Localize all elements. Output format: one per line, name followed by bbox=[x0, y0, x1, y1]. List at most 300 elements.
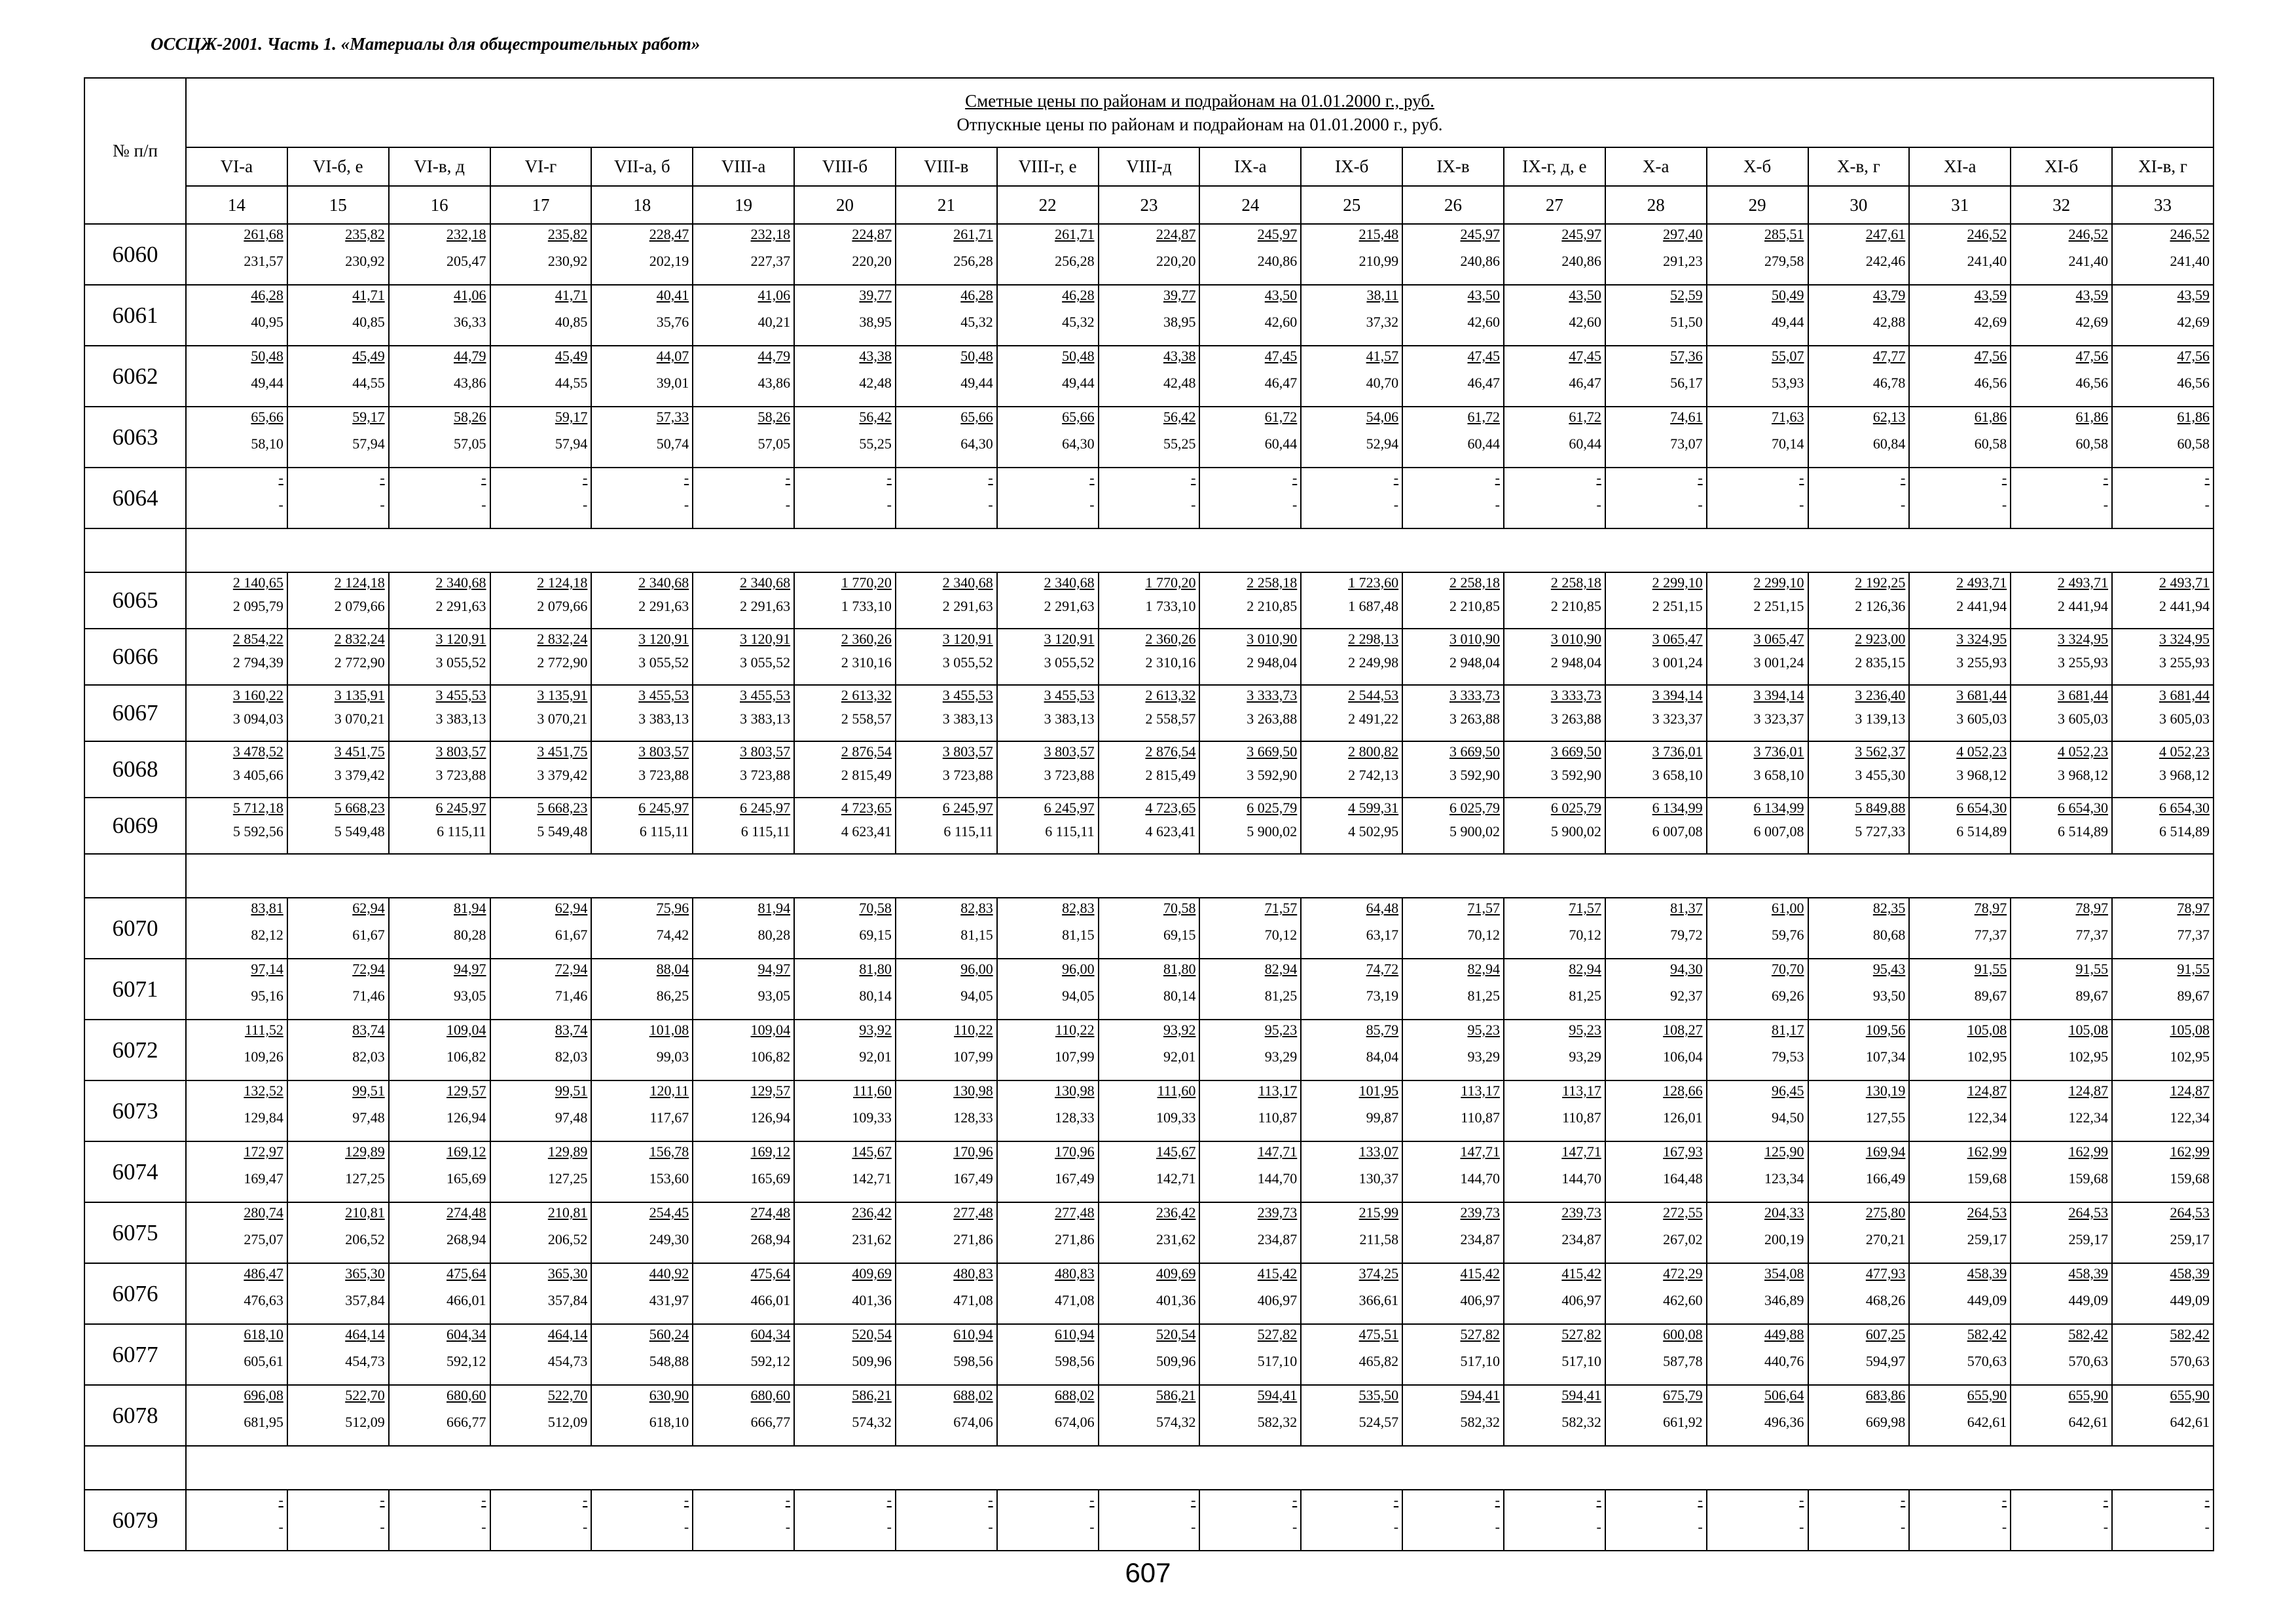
release-price: 240,86 bbox=[1561, 253, 1601, 269]
release-price: 598,56 bbox=[953, 1353, 993, 1369]
release-price: 605,61 bbox=[244, 1353, 283, 1369]
estimate-price: 3 455,53 bbox=[1044, 687, 1095, 703]
estimate-price: 3 681,44 bbox=[2159, 687, 2210, 703]
release-price: 454,73 bbox=[547, 1353, 588, 1369]
price-cell bbox=[591, 1490, 693, 1551]
price-cell bbox=[1808, 798, 1910, 854]
release-price: - bbox=[1596, 1519, 1601, 1535]
price-cell bbox=[1605, 959, 1707, 1020]
estimate-price: 3 160,22 bbox=[232, 687, 283, 703]
price-cell bbox=[1199, 1324, 1301, 1385]
estimate-price: 236,42 bbox=[852, 1204, 892, 1221]
price-cell bbox=[287, 741, 389, 798]
release-price: 3 255,93 bbox=[2159, 654, 2210, 671]
estimate-price: 3 803,57 bbox=[740, 743, 791, 760]
release-price: 2 491,22 bbox=[1348, 710, 1399, 727]
price-cell bbox=[1504, 346, 1605, 407]
price-cell bbox=[794, 1385, 896, 1446]
release-price: 80,68 bbox=[1872, 927, 1906, 943]
row-number: 6063 bbox=[84, 407, 186, 468]
price-cell bbox=[997, 1263, 1099, 1324]
estimate-price: 45,49 bbox=[555, 348, 588, 364]
estimate-price: 2 876,54 bbox=[841, 743, 892, 760]
estimate-price: 3 065,47 bbox=[1652, 631, 1703, 647]
estimate-price: 232,18 bbox=[446, 226, 486, 242]
price-cell bbox=[1707, 346, 1808, 407]
estimate-price: 688,02 bbox=[953, 1387, 993, 1403]
estimate-price: 604,34 bbox=[750, 1326, 791, 1342]
release-price: 80,28 bbox=[757, 927, 791, 943]
estimate-price: 3 803,57 bbox=[942, 743, 993, 760]
estimate-price: 81,94 bbox=[454, 900, 486, 916]
release-price: 109,33 bbox=[852, 1109, 892, 1126]
release-price: 70,12 bbox=[1467, 927, 1500, 943]
price-cell bbox=[1808, 1141, 1910, 1202]
price-cell bbox=[2011, 224, 2112, 285]
price-cell bbox=[1301, 959, 1402, 1020]
price-cell bbox=[591, 572, 693, 629]
num-header: № п/п bbox=[84, 78, 186, 224]
release-price: 406,97 bbox=[1460, 1292, 1500, 1308]
estimate-price: 610,94 bbox=[953, 1326, 993, 1342]
release-price: 5 727,33 bbox=[1855, 823, 1906, 840]
price-cell bbox=[693, 1020, 794, 1080]
estimate-price: 41,71 bbox=[352, 287, 385, 303]
estimate-price: 38,11 bbox=[1366, 287, 1399, 303]
release-price: - bbox=[2204, 1519, 2210, 1535]
release-price: 71,46 bbox=[555, 987, 588, 1004]
estimate-price: - bbox=[1191, 470, 1196, 486]
release-price: 80,14 bbox=[859, 987, 892, 1004]
release-price: 3 055,52 bbox=[740, 654, 791, 671]
estimate-price: 99,51 bbox=[352, 1082, 385, 1099]
estimate-price: 527,82 bbox=[1257, 1326, 1298, 1342]
estimate-price: - bbox=[1089, 470, 1095, 486]
price-cell bbox=[693, 346, 794, 407]
release-price: - bbox=[380, 496, 385, 513]
table-row bbox=[84, 407, 2214, 468]
release-price: 60,58 bbox=[2177, 435, 2210, 452]
estimate-price: 94,30 bbox=[1670, 961, 1703, 977]
estimate-price: - bbox=[481, 1492, 486, 1508]
price-cell bbox=[1707, 1263, 1808, 1324]
release-price: 406,97 bbox=[1257, 1292, 1298, 1308]
estimate-price: 522,70 bbox=[547, 1387, 588, 1403]
release-price: 40,95 bbox=[251, 314, 283, 330]
price-cell bbox=[997, 285, 1099, 346]
price-cell bbox=[1402, 1324, 1504, 1385]
price-cell bbox=[1707, 572, 1808, 629]
price-cell bbox=[186, 1141, 287, 1202]
estimate-price: - bbox=[785, 1492, 791, 1508]
estimate-price: 111,52 bbox=[244, 1022, 283, 1038]
release-price: 570,63 bbox=[2170, 1353, 2210, 1369]
release-price: 40,21 bbox=[757, 314, 791, 330]
estimate-price: 39,77 bbox=[859, 287, 892, 303]
estimate-price: 235,82 bbox=[547, 226, 588, 242]
price-cell bbox=[1909, 572, 2011, 629]
price-cell bbox=[1909, 1385, 2011, 1446]
estimate-price: 600,08 bbox=[1663, 1326, 1703, 1342]
table-row bbox=[84, 898, 2214, 959]
price-cell bbox=[2011, 1141, 2112, 1202]
estimate-price: 415,42 bbox=[1257, 1265, 1298, 1282]
release-price: 512,09 bbox=[345, 1414, 385, 1430]
release-price: 3 968,12 bbox=[1956, 767, 2007, 783]
estimate-price: 3 736,01 bbox=[1753, 743, 1804, 760]
price-cell bbox=[1402, 572, 1504, 629]
release-price: - bbox=[1191, 1519, 1196, 1535]
release-price: - bbox=[1698, 1519, 1703, 1535]
price-cell bbox=[794, 685, 896, 741]
release-price: - bbox=[1596, 496, 1601, 513]
estimate-price: 162,99 bbox=[2068, 1143, 2109, 1160]
price-cell bbox=[1301, 1263, 1402, 1324]
price-cell bbox=[490, 285, 592, 346]
release-price: 241,40 bbox=[2170, 253, 2210, 269]
price-cell bbox=[2112, 959, 2214, 1020]
estimate-price: 41,06 bbox=[454, 287, 486, 303]
column-number: 18 bbox=[591, 186, 693, 224]
price-cell bbox=[389, 1020, 490, 1080]
estimate-price: 95,43 bbox=[1872, 961, 1906, 977]
estimate-price: 94,97 bbox=[757, 961, 791, 977]
release-price: 128,33 bbox=[1055, 1109, 1095, 1126]
estimate-price: 70,58 bbox=[1163, 900, 1196, 916]
release-price: 77,37 bbox=[1974, 927, 2007, 943]
price-cell bbox=[896, 798, 997, 854]
estimate-price: 61,00 bbox=[1772, 900, 1804, 916]
estimate-price: 3 681,44 bbox=[2058, 687, 2109, 703]
estimate-price: 261,71 bbox=[1055, 226, 1095, 242]
estimate-price: 105,08 bbox=[2170, 1022, 2210, 1038]
estimate-price: - bbox=[583, 1492, 588, 1508]
price-cell bbox=[997, 1080, 1099, 1141]
table-row bbox=[84, 798, 2214, 854]
estimate-price: 109,04 bbox=[446, 1022, 486, 1038]
estimate-price: 582,42 bbox=[1967, 1326, 2007, 1342]
estimate-price: 604,34 bbox=[446, 1326, 486, 1342]
estimate-price: 50,48 bbox=[251, 348, 283, 364]
estimate-price: - bbox=[1089, 1492, 1095, 1508]
release-price: 220,20 bbox=[1156, 253, 1196, 269]
table-row bbox=[84, 959, 2214, 1020]
release-price: 642,61 bbox=[2068, 1414, 2109, 1430]
estimate-price: - bbox=[683, 470, 689, 486]
release-price: 89,67 bbox=[1974, 987, 2007, 1004]
estimate-price: 6 654,30 bbox=[2058, 800, 2109, 816]
release-price: - bbox=[886, 496, 892, 513]
estimate-price: 586,21 bbox=[1156, 1387, 1196, 1403]
release-price: 270,21 bbox=[1865, 1231, 1906, 1247]
release-price: 249,30 bbox=[649, 1231, 689, 1247]
release-price: 167,49 bbox=[1055, 1170, 1095, 1187]
estimate-price: 2 299,10 bbox=[1753, 574, 1804, 591]
price-cell bbox=[1808, 1385, 1910, 1446]
release-price: 3 055,52 bbox=[1044, 654, 1095, 671]
release-price: 107,34 bbox=[1865, 1048, 1906, 1065]
price-cell bbox=[794, 285, 896, 346]
price-cell bbox=[287, 1202, 389, 1263]
price-cell bbox=[1099, 1324, 1200, 1385]
release-price: 6 115,11 bbox=[1045, 823, 1095, 840]
table-row bbox=[84, 572, 2214, 629]
estimate-price: 43,38 bbox=[1163, 348, 1196, 364]
release-price: 462,60 bbox=[1663, 1292, 1703, 1308]
price-cell bbox=[1605, 898, 1707, 959]
estimate-price: 3 010,90 bbox=[1247, 631, 1298, 647]
price-cell bbox=[186, 959, 287, 1020]
price-cell bbox=[2011, 959, 2112, 1020]
release-price: 92,01 bbox=[859, 1048, 892, 1065]
price-cell bbox=[2112, 1490, 2214, 1551]
estimate-price: 101,95 bbox=[1358, 1082, 1399, 1099]
price-cell bbox=[896, 224, 997, 285]
row-number: 6071 bbox=[84, 959, 186, 1020]
estimate-price: 594,41 bbox=[1257, 1387, 1298, 1403]
price-cell bbox=[1707, 959, 1808, 1020]
release-price: 102,95 bbox=[2170, 1048, 2210, 1065]
row-number: 6078 bbox=[84, 1385, 186, 1446]
estimate-price: 56,42 bbox=[859, 409, 892, 425]
price-cell bbox=[389, 1202, 490, 1263]
price-cell bbox=[1301, 1202, 1402, 1263]
estimate-price: 3 803,57 bbox=[1044, 743, 1095, 760]
price-cell bbox=[2011, 898, 2112, 959]
estimate-price: 43,50 bbox=[1569, 287, 1601, 303]
estimate-price: 232,18 bbox=[750, 226, 791, 242]
price-cell bbox=[186, 1324, 287, 1385]
estimate-price: 169,94 bbox=[1865, 1143, 1906, 1160]
release-price: 3 968,12 bbox=[2058, 767, 2109, 783]
price-cell bbox=[1909, 468, 2011, 528]
price-cell bbox=[591, 1385, 693, 1446]
estimate-price: 81,80 bbox=[859, 961, 892, 977]
price-cell bbox=[1402, 898, 1504, 959]
release-price: 268,94 bbox=[750, 1231, 791, 1247]
estimate-price: 440,92 bbox=[649, 1265, 689, 1282]
estimate-price: 6 025,79 bbox=[1247, 800, 1298, 816]
release-price: 40,85 bbox=[555, 314, 588, 330]
estimate-price: 44,79 bbox=[454, 348, 486, 364]
release-price: 3 001,24 bbox=[1652, 654, 1703, 671]
price-cell bbox=[1707, 1490, 1808, 1551]
estimate-price: 111,60 bbox=[853, 1082, 892, 1099]
price-cell bbox=[1199, 741, 1301, 798]
price-cell bbox=[1099, 285, 1200, 346]
release-price: 46,56 bbox=[2075, 375, 2109, 391]
estimate-price: - bbox=[1292, 1492, 1298, 1508]
release-price: 2 249,98 bbox=[1348, 654, 1399, 671]
estimate-price: 480,83 bbox=[1055, 1265, 1095, 1282]
separator-cell bbox=[186, 528, 2214, 572]
price-cell bbox=[997, 346, 1099, 407]
estimate-price: 108,27 bbox=[1663, 1022, 1703, 1038]
estimate-price: 527,82 bbox=[1460, 1326, 1500, 1342]
estimate-price: 99,51 bbox=[555, 1082, 588, 1099]
row-number: 6062 bbox=[84, 346, 186, 407]
price-cell bbox=[490, 1080, 592, 1141]
release-price: 159,68 bbox=[1967, 1170, 2007, 1187]
release-price: 165,69 bbox=[446, 1170, 486, 1187]
release-price: 6 514,89 bbox=[1956, 823, 2007, 840]
release-price: 666,77 bbox=[750, 1414, 791, 1430]
release-price: 509,96 bbox=[1156, 1353, 1196, 1369]
price-cell bbox=[1909, 1020, 2011, 1080]
price-cell bbox=[1301, 285, 1402, 346]
district-header-row bbox=[84, 147, 2214, 186]
release-price: 38,95 bbox=[1163, 314, 1196, 330]
estimate-price: 3 681,44 bbox=[1956, 687, 2007, 703]
release-price: 109,33 bbox=[1156, 1109, 1196, 1126]
price-cell bbox=[1605, 685, 1707, 741]
price-cell bbox=[896, 1490, 997, 1551]
price-cell bbox=[693, 741, 794, 798]
release-price: 3 139,13 bbox=[1855, 710, 1906, 727]
release-price: 81,25 bbox=[1467, 987, 1500, 1004]
estimate-price: 527,82 bbox=[1561, 1326, 1601, 1342]
price-cell bbox=[997, 1324, 1099, 1385]
estimate-price: 2 493,71 bbox=[2058, 574, 2109, 591]
price-cell bbox=[1099, 1263, 1200, 1324]
release-price: - bbox=[1799, 496, 1804, 513]
release-price: 94,50 bbox=[1772, 1109, 1804, 1126]
release-price: 106,82 bbox=[750, 1048, 791, 1065]
price-cell bbox=[389, 629, 490, 685]
price-cell bbox=[1504, 959, 1605, 1020]
row-number: 6072 bbox=[84, 1020, 186, 1080]
price-cell bbox=[1808, 407, 1910, 468]
release-price: 4 502,95 bbox=[1348, 823, 1399, 840]
estimate-price: 3 135,91 bbox=[537, 687, 588, 703]
release-price: 60,58 bbox=[1974, 435, 2007, 452]
price-cell bbox=[693, 285, 794, 346]
release-price: 5 900,02 bbox=[1247, 823, 1298, 840]
release-price: 42,48 bbox=[859, 375, 892, 391]
estimate-price: 2 832,24 bbox=[334, 631, 385, 647]
estimate-price: 6 245,97 bbox=[638, 800, 689, 816]
price-cell bbox=[1199, 898, 1301, 959]
release-price: 366,61 bbox=[1358, 1292, 1399, 1308]
release-price: 227,37 bbox=[750, 253, 791, 269]
price-cell bbox=[2011, 285, 2112, 346]
price-cell bbox=[490, 898, 592, 959]
estimate-price: - bbox=[988, 1492, 993, 1508]
estimate-price: 215,48 bbox=[1358, 226, 1399, 242]
release-price: 52,94 bbox=[1366, 435, 1399, 452]
release-price: - bbox=[278, 1519, 283, 1535]
release-price: 126,01 bbox=[1663, 1109, 1703, 1126]
price-cell bbox=[389, 346, 490, 407]
release-price: 73,07 bbox=[1670, 435, 1703, 452]
release-price: 2 948,04 bbox=[1247, 654, 1298, 671]
estimate-price: - bbox=[886, 470, 892, 486]
release-price: 268,94 bbox=[446, 1231, 486, 1247]
price-cell bbox=[1605, 1324, 1707, 1385]
release-price: 618,10 bbox=[649, 1414, 689, 1430]
estimate-price: 4 723,65 bbox=[1145, 800, 1196, 816]
price-cell bbox=[1707, 1020, 1808, 1080]
price-cell bbox=[490, 1490, 592, 1551]
estimate-price: 297,40 bbox=[1663, 226, 1703, 242]
column-number: 27 bbox=[1504, 186, 1605, 224]
price-cell bbox=[1402, 1141, 1504, 1202]
price-cell bbox=[591, 468, 693, 528]
price-cell bbox=[1909, 685, 2011, 741]
price-cell bbox=[1402, 1490, 1504, 1551]
release-price: 3 070,21 bbox=[537, 710, 588, 727]
release-price: 49,44 bbox=[1062, 375, 1095, 391]
price-cell bbox=[896, 629, 997, 685]
price-cell bbox=[997, 1202, 1099, 1263]
price-table bbox=[84, 77, 2214, 1551]
price-cell bbox=[591, 1263, 693, 1324]
price-cell bbox=[1605, 1020, 1707, 1080]
release-price: 164,48 bbox=[1663, 1170, 1703, 1187]
estimate-price: 59,17 bbox=[555, 409, 588, 425]
estimate-price: 110,22 bbox=[954, 1022, 993, 1038]
release-price: - bbox=[886, 1519, 892, 1535]
release-price: 127,25 bbox=[547, 1170, 588, 1187]
table-row bbox=[84, 1020, 2214, 1080]
estimate-price: 2 613,32 bbox=[841, 687, 892, 703]
estimate-price: 93,92 bbox=[859, 1022, 892, 1038]
estimate-price: 2 340,68 bbox=[942, 574, 993, 591]
estimate-price: 374,25 bbox=[1358, 1265, 1399, 1282]
release-price: 60,44 bbox=[1467, 435, 1500, 452]
price-cell bbox=[1605, 407, 1707, 468]
price-cell bbox=[591, 741, 693, 798]
estimate-price: 96,45 bbox=[1772, 1082, 1804, 1099]
release-price: 64,30 bbox=[1062, 435, 1095, 452]
price-cell bbox=[1301, 629, 1402, 685]
estimate-price: 3 324,95 bbox=[2058, 631, 2109, 647]
district-header: X-в, г bbox=[1808, 147, 1910, 186]
price-cell bbox=[490, 1202, 592, 1263]
release-price: - bbox=[481, 496, 486, 513]
release-price: 99,87 bbox=[1366, 1109, 1399, 1126]
price-cell bbox=[186, 1020, 287, 1080]
estimate-price: 1 770,20 bbox=[1145, 574, 1196, 591]
estimate-price: 3 562,37 bbox=[1855, 743, 1906, 760]
estimate-price: 3 803,57 bbox=[638, 743, 689, 760]
price-cell bbox=[490, 572, 592, 629]
price-cell bbox=[186, 1202, 287, 1263]
estimate-price: 2 124,18 bbox=[537, 574, 588, 591]
price-cell bbox=[1301, 572, 1402, 629]
estimate-price: 57,33 bbox=[656, 409, 689, 425]
release-price: - bbox=[1393, 496, 1399, 513]
estimate-price: 95,23 bbox=[1264, 1022, 1298, 1038]
price-cell bbox=[1301, 224, 1402, 285]
release-price: 242,46 bbox=[1865, 253, 1906, 269]
release-price: 2 772,90 bbox=[334, 654, 385, 671]
estimate-price: 3 478,52 bbox=[232, 743, 283, 760]
price-cell bbox=[1808, 741, 1910, 798]
release-price: 6 514,89 bbox=[2159, 823, 2210, 840]
price-cell bbox=[389, 1141, 490, 1202]
release-price: 3 968,12 bbox=[2159, 767, 2210, 783]
price-cell bbox=[1808, 1202, 1910, 1263]
release-price: 582,32 bbox=[1460, 1414, 1500, 1430]
price-cell bbox=[1605, 1263, 1707, 1324]
district-header: VI-г bbox=[490, 147, 592, 186]
estimate-price: - bbox=[1698, 1492, 1703, 1508]
release-price: 1 733,10 bbox=[1145, 598, 1196, 614]
release-price: 37,32 bbox=[1366, 314, 1399, 330]
estimate-price: 458,39 bbox=[2170, 1265, 2210, 1282]
release-price: 240,86 bbox=[1460, 253, 1500, 269]
